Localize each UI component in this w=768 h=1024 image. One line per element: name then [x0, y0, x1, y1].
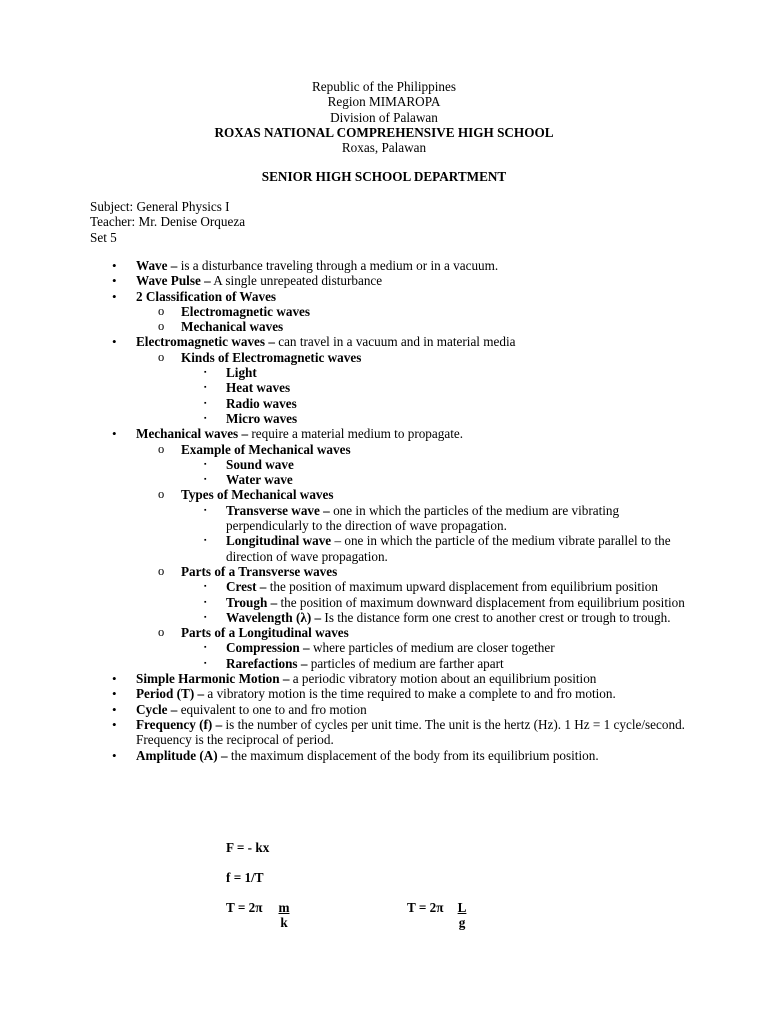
list-item: [0, 625, 768, 640]
subject-line: Subject: General Physics I: [90, 199, 230, 214]
list-item: [0, 686, 768, 701]
list-item-description: where particles of medium are closer together: [309, 640, 555, 656]
list-item: [0, 426, 768, 441]
list-item: [0, 564, 768, 579]
list-item-term: Electromagnetic waves: [181, 303, 311, 319]
list-item-text: [226, 365, 686, 380]
list-item-term: Frequency (f) –: [136, 716, 223, 732]
list-item-term: Rarefactions –: [226, 655, 308, 671]
spring-denominator: k: [280, 915, 288, 931]
bullet-circle-icon: o: [158, 319, 165, 334]
list-item-term: Mechanical waves –: [136, 426, 249, 442]
list-item-text: [226, 396, 686, 411]
list-item-text: [136, 258, 686, 273]
notes-list: [0, 258, 768, 763]
list-item-term: Wave –: [136, 258, 178, 273]
list-item-term: Compression –: [226, 640, 310, 656]
list-item: [0, 380, 768, 395]
list-item: [0, 487, 768, 502]
list-item-text: [226, 610, 686, 625]
list-item: [0, 595, 768, 610]
list-item-term: Mechanical waves: [181, 319, 284, 335]
bullet-circle-icon: o: [158, 487, 165, 502]
formula-spring-period-prefix: T = 2π: [226, 900, 263, 915]
header-school-location: Roxas, Palawan: [341, 140, 427, 156]
list-item-term: Parts of a Transverse waves: [181, 563, 338, 579]
bullet-dot-icon: •: [112, 273, 117, 289]
list-item-text: [226, 457, 686, 472]
bullet-dot-icon: •: [112, 426, 117, 442]
list-item-text: [226, 533, 686, 564]
list-item: [0, 304, 768, 319]
list-item-description: the position of maximum downward displacement from equilibrium position: [277, 594, 685, 610]
bullet-dot-icon: •: [112, 671, 117, 687]
document-header: [0, 79, 768, 155]
list-item-text: [181, 564, 686, 579]
list-item-text: [136, 334, 686, 349]
list-item-description: a vibratory motion is the time required to make a complete to and fro motion.: [204, 686, 616, 702]
list-item: [0, 717, 768, 748]
list-item-term: Micro waves: [226, 410, 298, 426]
bullet-square-icon: ▪: [204, 597, 207, 606]
bullet-circle-icon: o: [158, 441, 165, 456]
bullet-square-icon: ▪: [204, 398, 207, 407]
list-item: [0, 656, 768, 671]
bullet-square-icon: ▪: [204, 413, 207, 422]
list-item-text: [181, 350, 686, 365]
list-item-text: [226, 640, 686, 655]
bullet-square-icon: ▪: [204, 582, 207, 591]
list-item-description: the maximum displacement of the body from its equilibrium position.: [227, 747, 599, 763]
pendulum-denominator: g: [458, 915, 466, 931]
list-item: [0, 579, 768, 594]
list-item-text: [226, 503, 686, 534]
list-item-text: [181, 319, 686, 334]
list-item-term: Wavelength (λ) –: [226, 609, 322, 625]
list-item-description: A single unrepeated disturbance: [210, 273, 383, 289]
list-item: [0, 289, 768, 304]
bullet-square-icon: ▪: [204, 475, 207, 484]
list-item-term: Wave Pulse –: [136, 273, 211, 289]
formula-frequency: f = 1/T: [226, 870, 264, 885]
list-item-text: [181, 304, 686, 319]
list-item-text: [226, 595, 686, 610]
bullet-dot-icon: •: [112, 747, 117, 763]
list-item: [0, 503, 768, 534]
list-item-term: Trough –: [226, 594, 278, 610]
list-item-term: Light: [226, 365, 257, 381]
list-item-description: one in which the particles of the medium are vibrating perpendicularly to the direction of wave propagation.: [226, 502, 620, 534]
bullet-square-icon: ▪: [204, 459, 207, 468]
list-item-text: [136, 671, 686, 686]
list-item-text: [181, 625, 686, 640]
header-school-name: ROXAS NATIONAL COMPREHENSIVE HIGH SCHOOL: [214, 124, 554, 140]
set-line: Set 5: [90, 229, 117, 245]
list-item: [0, 273, 768, 288]
spring-numerator: m: [278, 900, 290, 915]
list-item-text: [226, 656, 686, 671]
list-item: [0, 411, 768, 426]
list-item: [0, 671, 768, 686]
list-item-term: Cycle –: [136, 701, 178, 717]
list-item-description: – one in which the particle of the medium vibrate parallel to the direction of wave propagation.: [226, 533, 671, 564]
list-item-text: [226, 579, 686, 594]
list-item-text: [136, 426, 686, 441]
list-item-description: require a material medium to propagate.: [248, 426, 464, 442]
list-item-term: Parts of a Longitudinal waves: [181, 625, 349, 641]
bullet-square-icon: ▪: [204, 368, 207, 377]
pendulum-numerator: L: [457, 900, 467, 915]
list-item: [0, 702, 768, 717]
list-item-text: [136, 717, 686, 748]
header-republic: Republic of the Philippines: [312, 79, 456, 94]
list-item-description: particles of medium are farther apart: [307, 655, 504, 671]
list-item-text: [226, 472, 686, 487]
list-item-description: a periodic vibratory motion about an equilibrium position: [289, 671, 597, 687]
department-title: SENIOR HIGH SCHOOL DEPARTMENT: [261, 169, 507, 184]
formula-block: [0, 840, 768, 940]
list-item: [0, 350, 768, 365]
list-item-term: Amplitude (A) –: [136, 747, 228, 763]
bullet-square-icon: ▪: [204, 536, 207, 545]
list-item-description: is the number of cycles per unit time. The unit is the hertz (Hz). 1 Hz = 1 cycle/second. Frequency is the reciprocal of period.: [136, 716, 685, 748]
list-item-description: can travel in a vacuum and in material media: [274, 334, 516, 350]
header-region: Region MIMAROPA: [327, 94, 441, 110]
bullet-circle-icon: o: [158, 303, 165, 318]
list-item: [0, 334, 768, 349]
bullet-circle-icon: o: [158, 625, 165, 640]
list-item-term: Longitudinal wave: [226, 533, 332, 549]
list-item-text: [136, 748, 686, 763]
list-item-description: equivalent to one to and fro motion: [177, 701, 367, 717]
list-item-term: Crest –: [226, 579, 267, 595]
bullet-dot-icon: •: [112, 288, 117, 304]
list-item: [0, 457, 768, 472]
list-item-description: is a disturbance traveling through a medium or in a vacuum.: [177, 258, 499, 273]
header-division: Division of Palawan: [330, 109, 438, 125]
list-item-term: Transverse wave –: [226, 502, 330, 518]
list-item-description: the position of maximum upward displacement from equilibrium position: [266, 579, 658, 595]
list-item: [0, 365, 768, 380]
list-item-term: Heat waves: [226, 380, 291, 396]
formula-pendulum-fraction: [453, 900, 471, 931]
list-item: [0, 258, 768, 273]
bullet-dot-icon: •: [112, 258, 117, 273]
bullet-circle-icon: o: [158, 563, 165, 578]
list-item: [0, 319, 768, 334]
list-item-term: Sound wave: [226, 456, 294, 472]
bullet-square-icon: ▪: [204, 383, 207, 392]
formula-hooke: F = - kx: [226, 840, 270, 855]
list-item-term: Electromagnetic waves –: [136, 334, 275, 350]
list-item-text: [136, 686, 686, 701]
bullet-dot-icon: •: [112, 686, 117, 702]
list-item-text: [136, 702, 686, 717]
bullet-square-icon: ▪: [204, 505, 207, 514]
list-item: [0, 748, 768, 763]
formula-spring-fraction: [272, 900, 296, 931]
list-item-term: Types of Mechanical waves: [181, 487, 334, 503]
bullet-square-icon: ▪: [204, 612, 207, 621]
list-item-description: Is the distance form one crest to another crest or trough to trough.: [321, 609, 671, 625]
list-item-term: Water wave: [226, 472, 293, 488]
list-item-text: [181, 487, 686, 502]
list-item-term: 2 Classification of Waves: [136, 288, 277, 304]
bullet-dot-icon: •: [112, 334, 117, 350]
list-item-text: [226, 411, 686, 426]
bullet-dot-icon: •: [112, 716, 117, 732]
list-item-text: [136, 273, 686, 288]
list-item: [0, 472, 768, 487]
list-item: [0, 396, 768, 411]
list-item: [0, 640, 768, 655]
list-item-text: [181, 442, 686, 457]
list-item-text: [226, 380, 686, 395]
list-item-term: Example of Mechanical waves: [181, 441, 351, 457]
list-item-term: Period (T) –: [136, 686, 205, 702]
bullet-square-icon: ▪: [204, 658, 207, 667]
bullet-circle-icon: o: [158, 349, 165, 364]
formula-pendulum-period-prefix: T = 2π: [407, 900, 444, 915]
list-item-text: [136, 289, 686, 304]
bullet-dot-icon: •: [112, 701, 117, 717]
list-item: [0, 610, 768, 625]
list-item-term: Radio waves: [226, 395, 297, 411]
document-meta: [90, 199, 245, 245]
bullet-square-icon: ▪: [204, 643, 207, 652]
list-item: [0, 533, 768, 564]
list-item-term: Simple Harmonic Motion –: [136, 671, 290, 687]
teacher-line: Teacher: Mr. Denise Orqueza: [90, 214, 246, 230]
list-item-term: Kinds of Electromagnetic waves: [181, 349, 362, 365]
list-item: [0, 442, 768, 457]
